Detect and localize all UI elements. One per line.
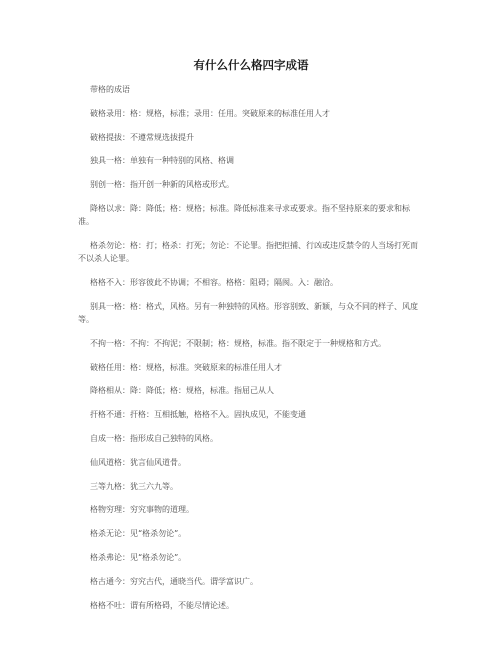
paragraph: 破格任用：格：规格，标准。突破原来的标准任用人才 <box>90 362 282 372</box>
paragraph: 降格相从：降：降低；格：规格，标准。指屈己从人 <box>90 386 274 396</box>
paragraph: 三等九格：犹三六九等。 <box>90 481 178 491</box>
paragraph: 格杀无论：见“格杀勿论”。 <box>90 529 187 539</box>
paragraph: 破格提拔：不遵常规选拔提升 <box>90 132 194 142</box>
paragraph: 格格不入：形容彼此不协调；不相容。格格：阻碍；隔阂。入：融洽。 <box>90 277 338 287</box>
paragraph: 格物穷理：穷究事物的道理。 <box>90 505 194 515</box>
paragraph: 别创一格：指开创一种新的风格或形式。 <box>90 180 234 190</box>
paragraph: 带格的成语 <box>90 85 130 94</box>
document-title: 有什么什么格四字成语 <box>193 58 309 72</box>
paragraph: 格杀勿论：格：打；格杀：打死；勿论：不论罪。指把拒捕、行凶或违反禁令的人当场打死而不以杀人论罪。 <box>78 240 418 264</box>
paragraph: 扞格不通：扞格：互相抵触，格格不入。固执成见，不能变通 <box>90 410 306 420</box>
paragraph: 自成一格：指形成自己独特的风格。 <box>90 433 218 443</box>
paragraph: 格格不吐：谓有所格碍，不能尽情论述。 <box>90 600 234 610</box>
paragraph: 别具一格：格：格式，风格。另有一种独特的风格。形容别致、新颖，与众不同的样子、风度等。 <box>78 301 418 324</box>
paragraph: 独具一格：单独有一种特别的风格、格调 <box>90 156 234 166</box>
paragraph: 降格以求：降：降低；格：规格；标准。降低标准来寻求或要求。指不坚持原来的要求和标准。 <box>78 203 410 227</box>
document-body <box>78 83 423 612</box>
paragraph: 破格录用：格：规格，标准；录用：任用。突破原来的标准任用人才 <box>90 108 330 118</box>
paragraph: 格杀弗论：见“格杀勿论”。 <box>90 552 187 562</box>
paragraph: 仙风道格：犹言仙风道骨。 <box>90 457 186 467</box>
paragraph: 格古通今：穷究古代，通晓当代。谓学富识广。 <box>90 576 258 586</box>
paragraph: 不拘一格：不拘：不拘泥；不限制；格：规格，标准。指不限定于一种规格和方式。 <box>90 338 386 348</box>
